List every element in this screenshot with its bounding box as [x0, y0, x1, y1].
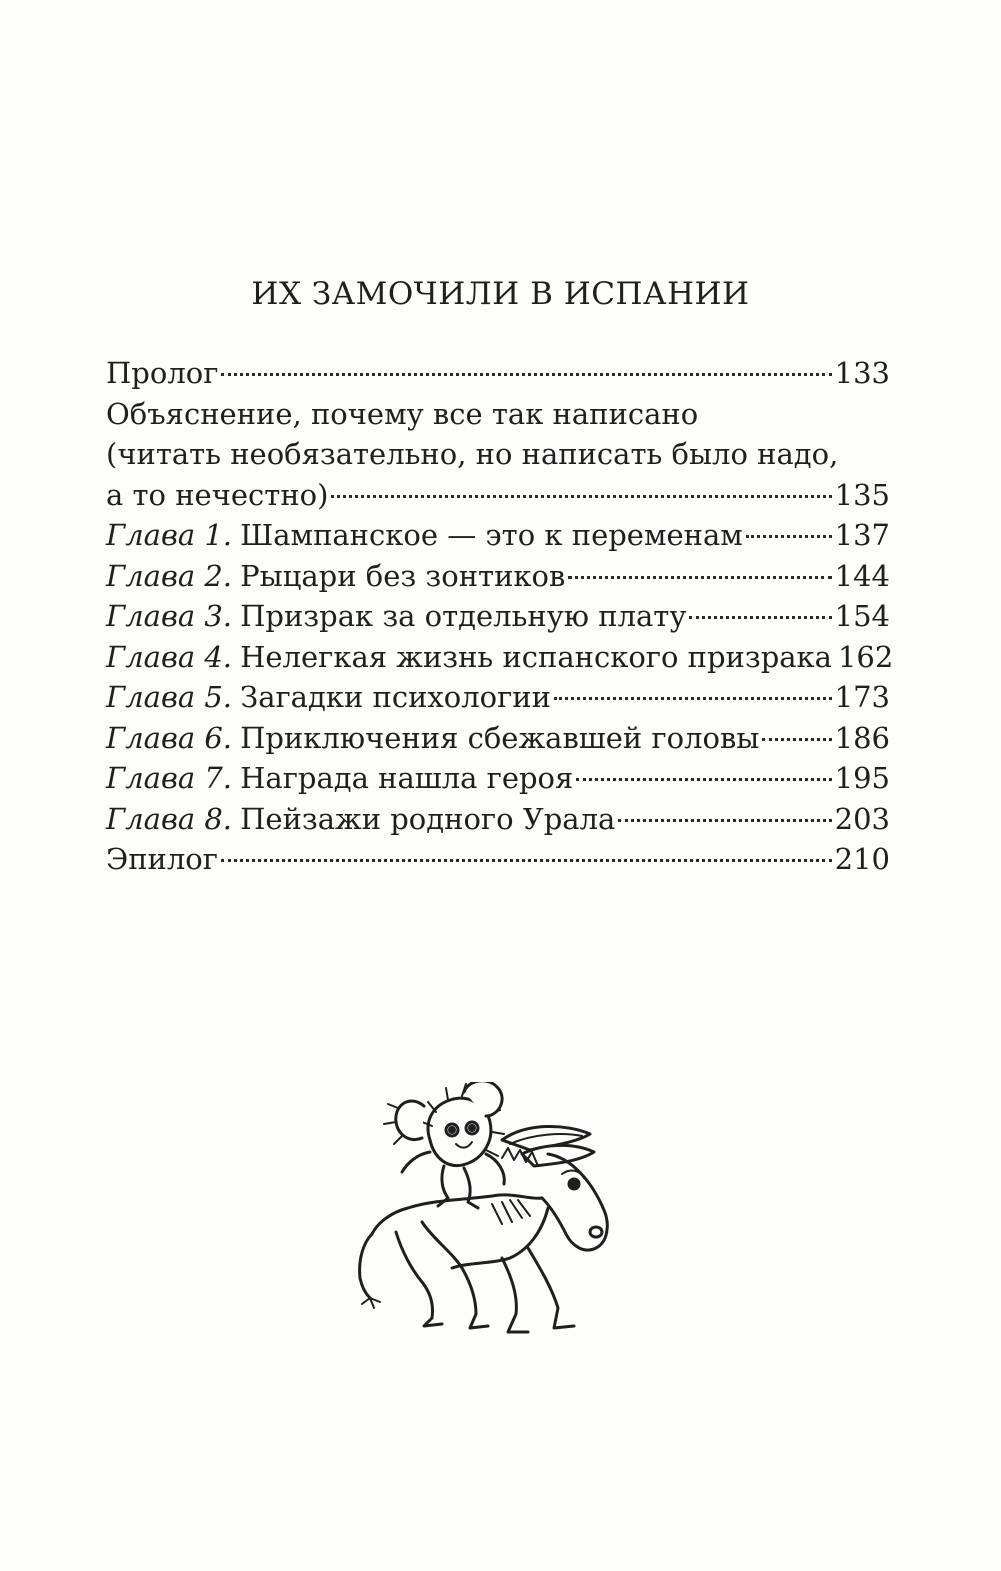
- toc-entry-title: Рыцари без зонтиков: [240, 558, 566, 593]
- toc-line: [106, 475, 890, 516]
- toc-line: [106, 353, 890, 394]
- dot-leader: [554, 697, 832, 700]
- toc-line: [106, 718, 890, 759]
- chapter-label: Глава 3.: [106, 599, 233, 633]
- toc-entry-title: Загадки психологии: [240, 680, 551, 714]
- page-number: 135: [834, 477, 890, 512]
- chapter-label: Глава 4.: [106, 639, 233, 674]
- toc-entry: [106, 637, 894, 678]
- toc-entry-title: Награда нашла героя: [240, 761, 574, 795]
- section-title: ИХ ЗАМОЧИЛИ В ИСПАНИИ: [251, 276, 750, 312]
- page-number: 210: [834, 842, 890, 876]
- chapter-label: Глава 2.: [106, 558, 233, 593]
- chapter-label: Глава 8.: [106, 801, 233, 836]
- chapter-label: Глава 6.: [106, 720, 233, 755]
- page-number: 133: [834, 356, 890, 390]
- dot-leader: [221, 859, 832, 862]
- toc-line: [106, 637, 894, 678]
- page-number: 137: [834, 518, 890, 552]
- dot-leader: [331, 495, 831, 498]
- dot-leader: [576, 778, 831, 781]
- page-number: 173: [834, 680, 890, 714]
- toc-line: [106, 394, 890, 435]
- dot-leader: [618, 819, 831, 822]
- toc-entry-title: Объяснение, почему все так написано: [106, 396, 699, 431]
- toc-entry-title: Эпилог: [106, 842, 218, 876]
- chapter-label: Глава 5.: [106, 680, 233, 714]
- page-number: 186: [834, 720, 890, 755]
- toc-entry-title: Шампанское — это к переменам: [240, 518, 743, 552]
- page-number: 195: [834, 761, 890, 795]
- toc-line: [106, 677, 890, 718]
- toc-entry: [106, 596, 890, 637]
- toc-entry: [106, 718, 890, 759]
- toc-entry-title: Нелегкая жизнь испанского призрака: [240, 639, 832, 674]
- toc-line: [106, 434, 890, 475]
- toc-entry: [106, 353, 890, 394]
- toc-entry-title: (читать необязательно, но написать было надо,: [106, 437, 839, 471]
- toc-line: [106, 839, 890, 880]
- toc-entry: [106, 556, 890, 597]
- page-number: 154: [834, 599, 890, 633]
- toc-entry-title: а то нечестно): [106, 477, 329, 512]
- toc-line: [106, 515, 890, 556]
- toc-line: [106, 556, 890, 597]
- toc-entry: [106, 839, 890, 880]
- dot-leader: [746, 535, 832, 538]
- page-number: 144: [834, 558, 890, 593]
- toc-entry: [106, 799, 890, 840]
- dot-leader: [221, 373, 831, 376]
- dot-leader: [762, 738, 831, 741]
- toc-entry-title: Пролог: [106, 356, 219, 390]
- toc-entry-title: Пейзажи родного Урала: [240, 801, 616, 836]
- page-number: 203: [834, 801, 890, 836]
- dot-leader: [689, 616, 831, 619]
- toc-entry: [106, 515, 890, 556]
- page-number: 162: [837, 639, 894, 674]
- chapter-label: Глава 1.: [106, 518, 233, 552]
- donkey-with-fuzzy-creature-illustration-icon: [352, 1082, 612, 1350]
- toc-line: [106, 799, 890, 840]
- toc-entry: [106, 677, 890, 718]
- table-of-contents: [106, 353, 894, 880]
- toc-entry-title: Призрак за отдельную плату: [240, 599, 687, 633]
- chapter-label: Глава 7.: [106, 761, 233, 795]
- toc-entry: [106, 394, 890, 516]
- toc-entry: [106, 758, 890, 799]
- toc-line: [106, 596, 890, 637]
- toc-line: [106, 758, 890, 799]
- toc-entry-title: Приключения сбежавшей головы: [240, 720, 760, 755]
- dot-leader: [568, 576, 831, 579]
